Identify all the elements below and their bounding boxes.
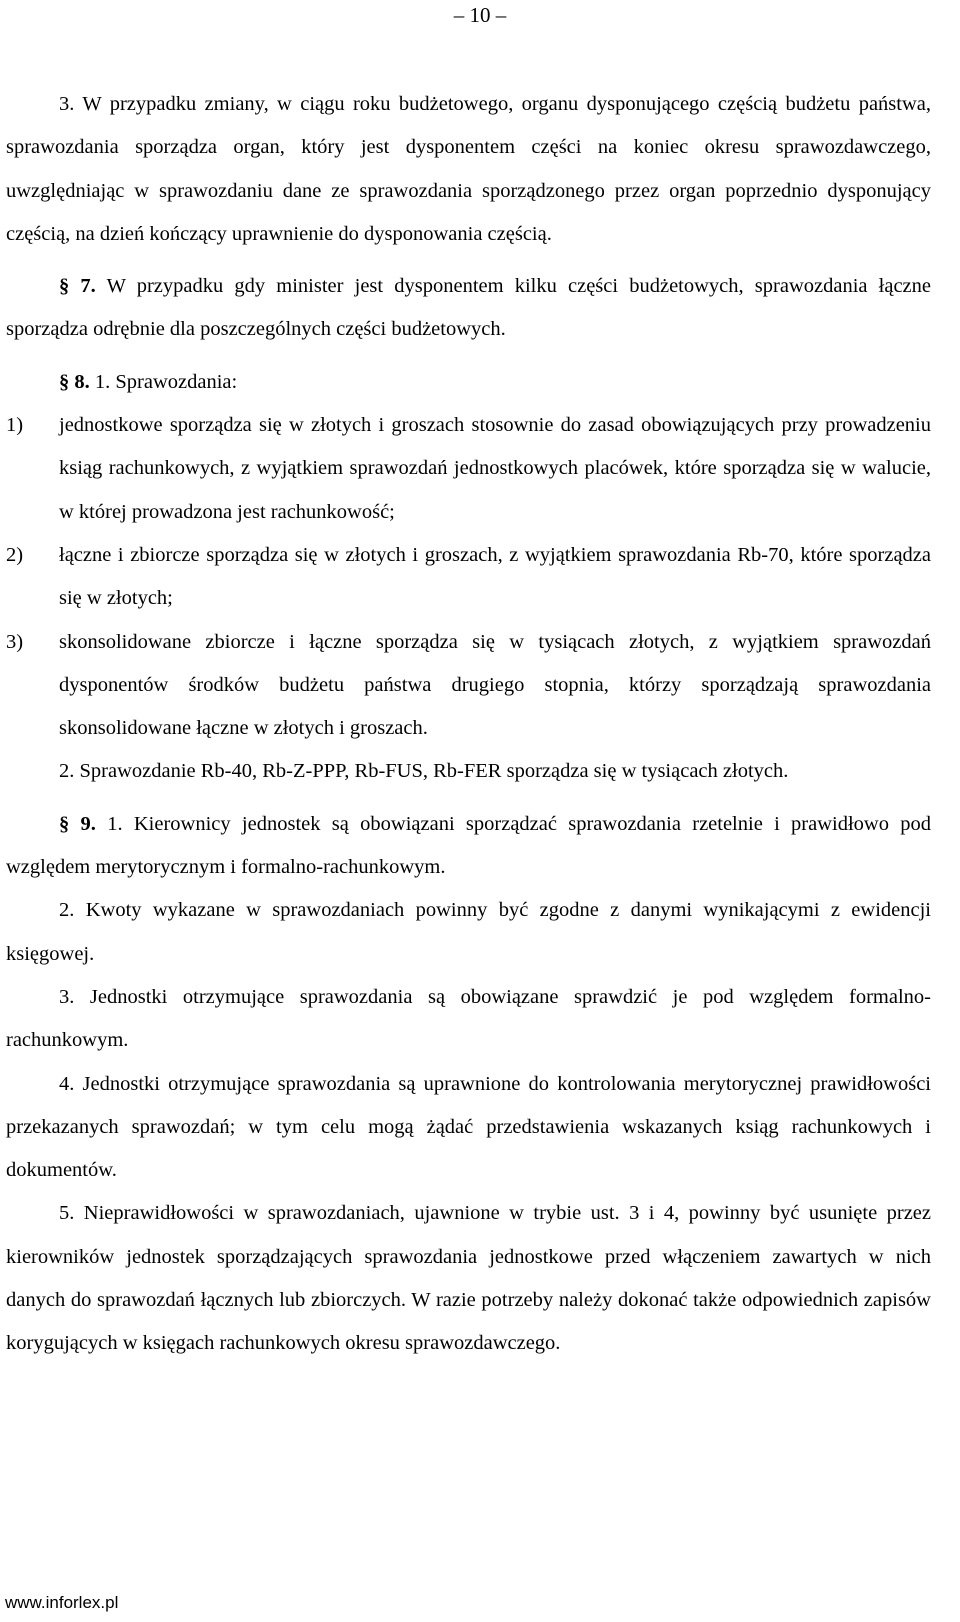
section-8-intro: 1. Sprawozdania: <box>94 370 238 393</box>
section-9-paragraph-2: 2. Kwoty wykazane w sprawozdaniach powinny być zgodne z danymi wynikającymi z ewidencji księgowej. <box>6 899 931 965</box>
section-7 <box>6 265 931 352</box>
section-8-mark: § 8. <box>59 370 90 393</box>
list-item-number: 2) <box>6 543 24 566</box>
list-item <box>6 534 931 621</box>
paragraph-3: 3. W przypadku zmiany, w ciągu roku budżetowego, organu dysponującego częścią budżetu państwa, sprawozdania sporządza organ, który jest dysponentem części na koniec okresu sprawozdawczego, uwzględniając w sprawozdaniu dane ze sprawozdania sporządzonego przez organ poprzednio dysponujący częścią, na dzień kończący uprawnienie do dysponowania częścią. <box>6 93 931 245</box>
section-9 <box>6 803 931 890</box>
section-8 <box>6 361 931 404</box>
page-number: – 10 – <box>453 3 507 27</box>
section-9-paragraph-4: 4. Jednostki otrzymujące sprawozdania są uprawnione do kontrolowania merytorycznej prawidłowości przekazanych sprawozdań; w tym celu mogą żądać przedstawienia wskazanych ksiąg rachunkowych i dokumentów. <box>6 1072 931 1182</box>
section-9-mark: § 9. <box>59 812 96 835</box>
section-7-text: W przypadku gdy minister jest dysponentem kilku części budżetowych, sprawozdania łączne sporządza odrębnie dla poszczególnych części budżetowych. <box>6 275 931 341</box>
list-item-number: 3) <box>6 630 24 653</box>
section-9-paragraph-1: 1. Kierownicy jednostek są obowiązani sporządzać sprawozdania rzetelnie i prawidłowo pod względem merytorycznym i formalno-rachunkowym. <box>6 812 932 879</box>
footer-link[interactable]: www.inforlex.pl <box>5 1593 119 1612</box>
list-item-text: jednostkowe sporządza się w złotych i groszach stosownie do zasad obowiązujących przy prowadzeniu ksiąg rachunkowych, z wyjątkiem sprawozdań jednostkowych placówek, które sporządza się w walucie, w której prowadzona jest rachunkowość; <box>59 414 931 523</box>
list-item <box>6 404 931 534</box>
section-9-paragraph-3: 3. Jednostki otrzymujące sprawozdania są obowiązane sprawdzić je pod względem formalno-rachunkowym. <box>6 985 931 1052</box>
list-item-text: skonsolidowane zbiorcze i łączne sporządza się w tysiącach złotych, z wyjątkiem sprawozdań dysponentów środków budżetu państwa drugiego stopnia, którzy sporządzają sprawozdania skonsolidowane łączne w złotych i groszach. <box>59 630 931 740</box>
list-item-number: 1) <box>6 414 24 437</box>
list-item-text: łączne i zbiorcze sporządza się w złotych i groszach, z wyjątkiem sprawozdania Rb-70, które sporządza się w złotych; <box>59 543 931 610</box>
document-body <box>6 83 931 1366</box>
section-9-paragraph-5: 5. Nieprawidłowości w sprawozdaniach, ujawnione w trybie ust. 3 i 4, powinny być usunięte przez kierowników jednostek sporządzających sprawozdania jednostkowe przed włączeniem zawartych w nich danych do sprawozdań łącznych lub zbiorczych. W razie potrzeby należy dokonać także odpowiednich zapisów korygujących w księgach rachunkowych okresu sprawozdawczego. <box>6 1202 931 1355</box>
section-8-paragraph-2: 2. Sprawozdanie Rb-40, Rb-Z-PPP, Rb-FUS, Rb-FER sporządza się w tysiącach złotych. <box>59 760 789 783</box>
section-7-mark: § 7. <box>59 275 96 298</box>
list-item <box>6 621 931 751</box>
